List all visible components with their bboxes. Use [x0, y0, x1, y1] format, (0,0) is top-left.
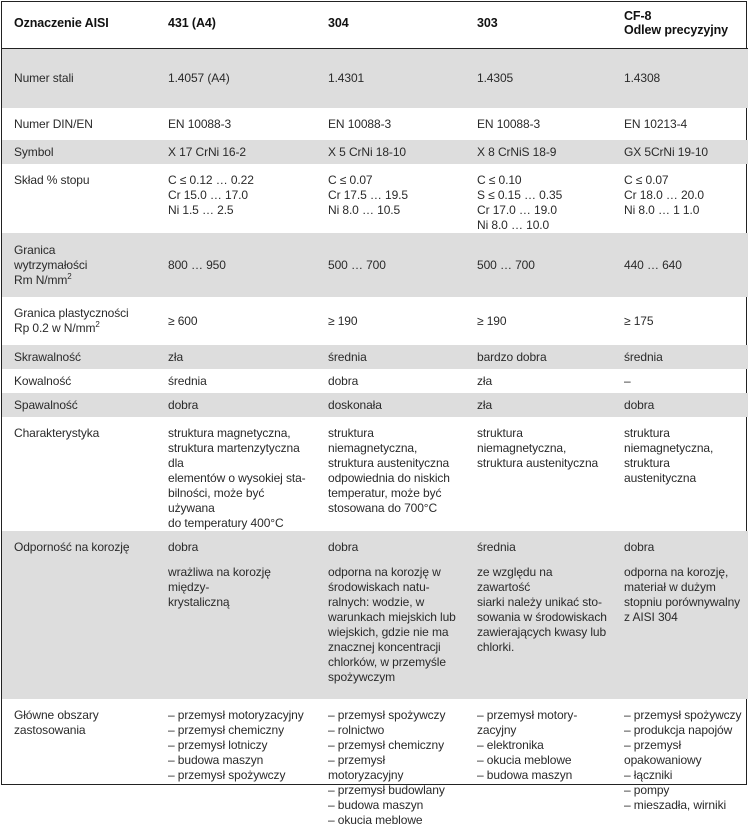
table-cell	[156, 233, 316, 297]
table-cell	[316, 531, 465, 699]
cell-line: Spawalność	[14, 397, 78, 412]
cell-line: C ≤ 0.07	[624, 173, 669, 187]
cell-line: Cr 17.0 … 19.0	[477, 203, 557, 217]
cell-line: struktura austenityczna	[624, 456, 697, 485]
cell-line: Cr 18.0 … 20.0	[624, 188, 704, 202]
cell-line: z AISI 304	[624, 610, 678, 624]
table-cell	[156, 369, 316, 393]
cell-line: –	[624, 373, 631, 388]
table-cell	[465, 345, 612, 369]
cell-line: EN 10088-3	[168, 116, 232, 131]
cell-line: Cr 15.0 … 17.0	[168, 188, 248, 202]
cell-line: S ≤ 0.15 … 0.35	[477, 188, 563, 202]
header-grade-2: 304	[316, 2, 465, 48]
cell-line: – przemysł motoryzacyjny	[328, 753, 404, 782]
cell-line: EN 10088-3	[477, 116, 541, 131]
row-label	[2, 108, 156, 140]
cell-line: odporna na korozję,	[624, 565, 729, 579]
cell-line: X 8 CrNiS 18-9	[477, 144, 557, 159]
cell-line: bardzo dobra	[477, 349, 547, 364]
cell-line: ≥ 190	[477, 313, 507, 328]
cell-line: wiejskich, gdzie nie ma	[328, 625, 449, 639]
cell-line: średnia	[624, 349, 663, 364]
cell-line: – pompy	[624, 783, 670, 797]
row-label	[2, 393, 156, 417]
table-cell	[316, 140, 465, 164]
cell-line: Skrawalność	[14, 349, 81, 364]
row-label	[2, 531, 156, 699]
table-cell	[612, 369, 748, 393]
cell-line: – przemysł budowlany	[328, 783, 445, 797]
table-row	[2, 369, 748, 393]
cell-spacer	[328, 555, 461, 565]
cell-line: 1.4308	[624, 70, 661, 85]
cell-line: 500 … 700	[328, 257, 386, 272]
table-row	[2, 233, 748, 297]
table-row	[2, 417, 748, 531]
row-label	[2, 369, 156, 393]
cell-line: struktura austenityczna	[477, 456, 599, 470]
table-cell	[316, 369, 465, 393]
table-cell	[465, 369, 612, 393]
table-cell	[316, 699, 465, 828]
cell-line: Odlew precyzyjny	[624, 23, 728, 37]
cell-line: – mieszadła, wirniki	[624, 798, 727, 812]
table-cell	[465, 233, 612, 297]
table-row	[2, 108, 748, 140]
table-cell	[156, 345, 316, 369]
cell-line: Ni 8.0 … 10.5	[328, 203, 401, 217]
cell-line: EN 10213-4	[624, 116, 688, 131]
table-row	[2, 531, 748, 699]
cell-line: – przemysł spożywczy	[168, 768, 286, 782]
cell-line: chlorki.	[477, 640, 515, 654]
unit-superscript: 2	[67, 271, 72, 281]
cell-line: – budowa maszyn	[477, 768, 573, 782]
cell-line: 800 … 950	[168, 257, 226, 272]
table-cell	[612, 531, 748, 699]
row-label	[2, 164, 156, 233]
cell-line: EN 10088-3	[328, 116, 392, 131]
cell-line: elementów o wysokiej sta-	[168, 471, 306, 485]
cell-line: znacznej koncentracji	[328, 640, 441, 654]
table-body	[2, 48, 748, 828]
cell-line: Numer stali	[14, 70, 74, 85]
cell-line: Granica	[14, 242, 56, 257]
cell-line: Cr 17.5 … 19.5	[328, 188, 408, 202]
table-cell	[316, 345, 465, 369]
cell-line: stosowana do 700°C	[328, 501, 438, 515]
cell-line: 500 … 700	[477, 257, 535, 272]
cell-line: zła	[168, 349, 184, 364]
cell-line: warunkach miejskich lub	[328, 610, 456, 624]
cell-line: – budowa maszyn	[328, 798, 424, 812]
cell-line: Odporność na korozję	[14, 540, 130, 554]
cell-line: Charakterystyka	[14, 426, 100, 440]
table-cell	[465, 417, 612, 531]
cell-line: ≥ 190	[328, 313, 358, 328]
row-label	[2, 417, 156, 531]
cell-line: wrażliwa na korozję między-	[168, 565, 271, 594]
cell-line: – budowa maszyn	[168, 753, 264, 767]
cell-line: dobra	[624, 540, 655, 554]
cell-line: X 17 CrNi 16-2	[168, 144, 246, 159]
cell-line: CF-8	[624, 9, 652, 23]
cell-line: odporna na korozję w	[328, 565, 441, 579]
header-designation: Oznaczenie AISI	[2, 2, 156, 48]
cell-line: dobra	[328, 540, 359, 554]
cell-line: Ni 8.0 … 1 1.0	[624, 203, 700, 217]
cell-line: – przemysł chemiczny	[328, 738, 445, 752]
unit-superscript: 2	[95, 320, 100, 329]
row-label	[2, 699, 156, 828]
cell-line: zastosowania	[14, 723, 86, 737]
cell-line: C ≤ 0.12 … 0.22	[168, 173, 254, 187]
table-cell	[316, 233, 465, 297]
table-cell	[156, 393, 316, 417]
cell-line: – przemysł motoryzacyjny	[168, 708, 304, 722]
cell-line: ≥ 175	[624, 313, 654, 328]
cell-line: temperatur, może być	[328, 486, 442, 500]
cell-line: – przemysł chemiczny	[168, 723, 285, 737]
table-cell	[465, 140, 612, 164]
table-cell	[465, 108, 612, 140]
cell-line: – rolnictwo	[328, 723, 385, 737]
cell-line: 1.4305	[477, 70, 514, 85]
cell-spacer	[168, 555, 312, 565]
cell-line: Rm $N/mm^2$	[14, 271, 72, 287]
cell-spacer	[624, 555, 744, 565]
cell-line: Główne obszary	[14, 708, 99, 722]
table-cell	[465, 393, 612, 417]
cell-line: – przemysł spożywczy	[328, 708, 446, 722]
table-row	[2, 345, 748, 369]
header-grade-3: 303	[465, 2, 612, 48]
cell-line: odpowiednia do niskich	[328, 471, 450, 485]
table-cell	[612, 345, 748, 369]
cell-line: struktura magnetyczna,	[168, 426, 291, 440]
table-row	[2, 140, 748, 164]
table-cell	[156, 297, 316, 345]
cell-line: Symbol	[14, 144, 54, 159]
table-cell	[156, 417, 316, 531]
table-cell	[612, 699, 748, 828]
cell-line: materiał w dużym	[624, 580, 716, 594]
cell-line: struktura austenityczna	[328, 456, 450, 470]
cell-line: ralnych: wodzie, w	[328, 595, 425, 609]
table-cell	[156, 699, 316, 828]
material-comparison-table-frame	[1, 1, 747, 827]
cell-line: GX 5CrNi 19-10	[624, 144, 708, 159]
table-cell	[612, 164, 748, 233]
table-cell	[156, 140, 316, 164]
table-cell	[612, 48, 748, 108]
table-row	[2, 699, 748, 828]
cell-line: – okucia meblowe	[477, 753, 572, 767]
row-label	[2, 48, 156, 108]
cell-line: dobra	[168, 397, 199, 412]
cell-line: dobra	[168, 540, 199, 554]
row-label	[2, 345, 156, 369]
cell-line: siarki należy unikać sto-	[477, 595, 602, 609]
row-label	[2, 233, 156, 297]
table-cell	[316, 417, 465, 531]
cell-line: zawierających kwasy lub	[477, 625, 607, 639]
cell-line: Skład % stopu	[14, 173, 90, 187]
table-cell	[465, 699, 612, 828]
cell-line: zła	[477, 373, 493, 388]
table-cell	[612, 417, 748, 531]
table-cell	[465, 164, 612, 233]
cell-line: – produkcja napojów	[624, 723, 733, 737]
header-grade-4	[612, 2, 748, 48]
cell-line: struktura niemagnetyczna,	[328, 426, 418, 455]
table-cell	[156, 164, 316, 233]
cell-line: C ≤ 0.07	[328, 173, 373, 187]
cell-line: spożywczym	[328, 670, 396, 684]
cell-line: Granica plastyczności	[14, 306, 129, 320]
table-cell	[316, 297, 465, 345]
table-cell	[612, 393, 748, 417]
table-header-row	[2, 2, 748, 48]
cell-line: Numer DIN/EN	[14, 116, 93, 131]
cell-line: średnia	[328, 349, 367, 364]
table-cell	[612, 140, 748, 164]
cell-line: – przemysł lotniczy	[168, 738, 268, 752]
table-row	[2, 164, 748, 233]
cell-line: środowiskach natu-	[328, 580, 430, 594]
cell-line: Ni 1.5 … 2.5	[168, 203, 234, 217]
cell-line: doskonała	[328, 397, 382, 412]
cell-line: struktura niemagnetyczna,	[477, 426, 567, 455]
row-label	[2, 140, 156, 164]
cell-line: C ≤ 0.10	[477, 173, 522, 187]
table-cell	[156, 531, 316, 699]
table-cell	[612, 233, 748, 297]
table-cell	[612, 297, 748, 345]
cell-line: średnia	[168, 373, 207, 388]
cell-line: struktura martenzytyczna dla	[168, 441, 300, 470]
table-cell	[465, 531, 612, 699]
cell-line: chlorków, w przemyśle	[328, 655, 446, 669]
row-label	[2, 297, 156, 345]
cell-line: stopniu porównywalny	[624, 595, 741, 609]
cell-line: 1.4301	[328, 70, 365, 85]
cell-line: – przemysł opakowaniowy	[624, 738, 702, 767]
table-row	[2, 297, 748, 345]
table-cell	[465, 297, 612, 345]
cell-line: Rp 0.2 w $N/mm^2$	[14, 320, 100, 335]
table-row	[2, 393, 748, 417]
cell-spacer	[477, 555, 608, 565]
table-row	[2, 48, 748, 108]
cell-line: zacyjny	[477, 723, 517, 737]
cell-line: – łączniki	[624, 768, 673, 782]
cell-line: Ni 8.0 … 10.0	[477, 218, 550, 232]
cell-line: ze względu na zawartość	[477, 565, 553, 594]
table-cell	[316, 164, 465, 233]
cell-line: – przemysł motory-	[477, 708, 578, 722]
cell-line: – okucia meblowe	[328, 813, 423, 827]
cell-line: ≥ 600	[168, 313, 198, 328]
table-cell	[156, 48, 316, 108]
cell-line: 1.4057 (A4)	[168, 70, 230, 85]
cell-line: krystaliczną	[168, 595, 230, 609]
cell-line: średnia	[477, 540, 516, 554]
material-comparison-table	[2, 2, 748, 828]
cell-line: – przemysł spożywczy	[624, 708, 742, 722]
table-cell	[156, 108, 316, 140]
cell-line: wytrzymałości	[14, 257, 88, 272]
cell-line: bilności, może być używana	[168, 486, 265, 515]
table-cell	[612, 108, 748, 140]
table-cell	[465, 48, 612, 108]
header-grade-1: 431 (A4)	[156, 2, 316, 48]
cell-line: Kowalność	[14, 373, 72, 388]
cell-line: struktura niemagnetyczna,	[624, 426, 714, 455]
cell-line: dobra	[328, 373, 359, 388]
cell-line: do temperatury 400°C	[168, 516, 284, 530]
table-cell	[316, 108, 465, 140]
cell-line: 440 … 640	[624, 257, 682, 272]
cell-line: sowania w środowiskach	[477, 610, 607, 624]
cell-line: – elektronika	[477, 738, 544, 752]
cell-line: X 5 CrNi 18-10	[328, 144, 406, 159]
table-cell	[316, 393, 465, 417]
cell-line: dobra	[624, 397, 655, 412]
table-cell	[316, 48, 465, 108]
cell-line: zła	[477, 397, 493, 412]
